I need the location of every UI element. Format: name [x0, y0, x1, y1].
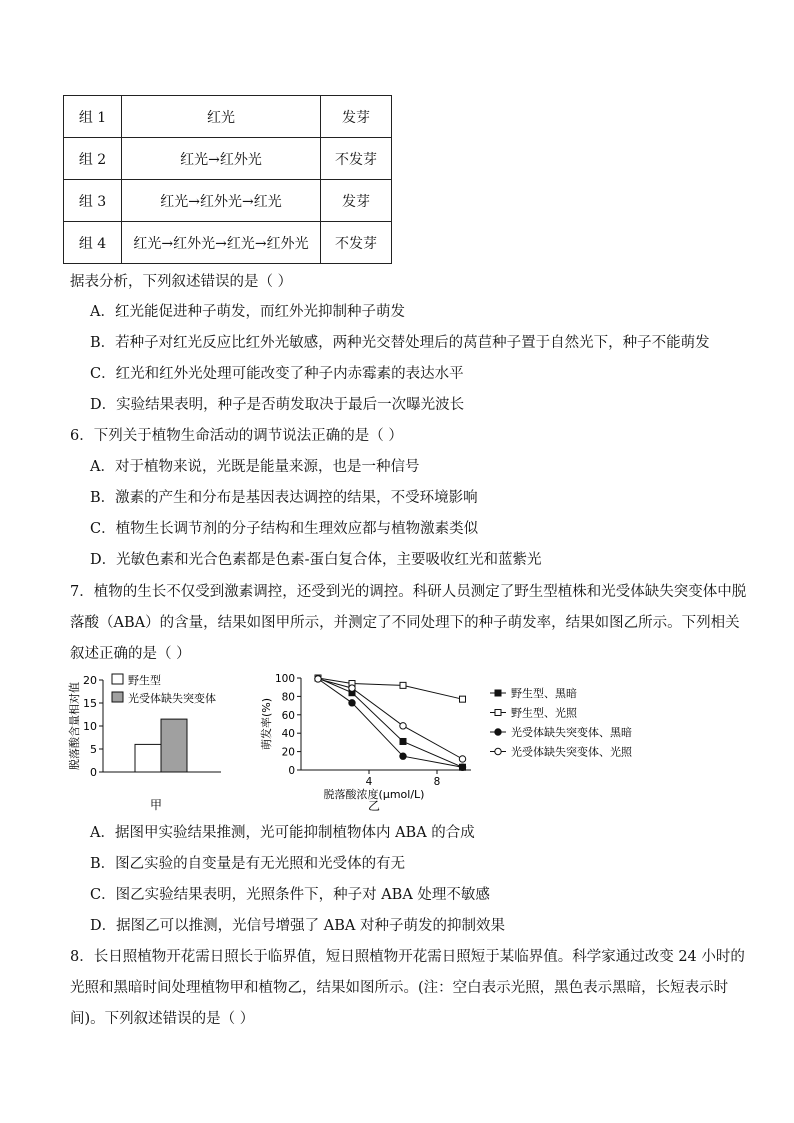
x-axis-label: 脱落酸浓度(μmol/L) — [323, 788, 425, 801]
table-cell-result: 不发芽 — [321, 222, 392, 264]
figure-caption: 甲 — [149, 798, 163, 812]
figure-caption: 乙 — [367, 799, 381, 813]
q6-option-a: A．对于植物来说，光既是能量来源，也是一种信号 — [90, 459, 420, 475]
y-tick-label: 5 — [90, 743, 97, 756]
table-cell-treatment: 红光→红外光→红光→红外光 — [122, 222, 321, 264]
table-cell-treatment: 红光→红外光→红光 — [122, 180, 321, 222]
y-tick-label: 80 — [281, 691, 295, 704]
y-tick-label: 20 — [281, 746, 295, 759]
data-point — [315, 676, 321, 682]
q7-option-c: C．图乙实验结果表明，光照条件下，种子对 ABA 处理不敏感 — [90, 887, 490, 903]
legend-marker — [495, 690, 501, 696]
q6-stem: 6．下列关于植物生命活动的调节说法正确的是（ ） — [70, 428, 403, 444]
legend-label: 光受体缺失突变体 — [128, 692, 216, 705]
data-point — [459, 764, 465, 770]
data-point — [400, 682, 406, 688]
q6-option-c: C．植物生长调节剂的分子结构和生理效应都与植物激素类似 — [90, 521, 479, 537]
x-tick-label: 8 — [433, 776, 441, 788]
data-point — [460, 696, 466, 702]
table-cell-group: 组 1 — [64, 96, 122, 138]
light-treatment-table — [63, 95, 392, 264]
q5-stem: 据表分析，下列叙述错误的是（ ） — [70, 274, 293, 290]
table-cell-result: 不发芽 — [321, 138, 392, 180]
table-cell-treatment: 红光 — [122, 96, 321, 138]
figure-jia-bar-chart — [66, 668, 266, 814]
q7-option-d: D．据图乙可以推测，光信号增强了 ABA 对种子萌发的抑制效果 — [90, 918, 505, 934]
q7-stem-line-3: 叙述正确的是（ ） — [70, 646, 191, 662]
q8-stem-line-2: 光照和黑暗时间处理植物甲和植物乙，结果如图所示。(注：空白表示光照，黑色表示黑暗，长短表示时 — [70, 980, 729, 996]
table-row — [64, 138, 392, 180]
table-cell-group: 组 4 — [64, 222, 122, 264]
figure-yi-line-chart — [258, 668, 638, 814]
q7-option-b: B．图乙实验的自变量是有无光照和光受体的有无 — [90, 856, 406, 872]
y-tick-label: 100 — [274, 673, 295, 685]
table-row — [64, 96, 392, 138]
x-tick-label: 4 — [365, 776, 373, 788]
y-tick-label: 20 — [83, 674, 97, 687]
legend-label: 野生型 — [128, 674, 161, 687]
table-cell-result: 发芽 — [321, 180, 392, 222]
data-point — [459, 756, 465, 762]
legend-label: 光受体缺失突变体、黑暗 — [511, 726, 632, 739]
legend-label: 光受体缺失突变体、光照 — [511, 745, 632, 759]
legend-swatch — [112, 692, 123, 702]
q8-stem-line-1: 8．长日照植物开花需日照长于临界值，短日照植物开花需日照短于某临界值。科学家通过改变 24 小时的 — [70, 949, 745, 965]
q8-stem-line-3: 间)。下列叙述错误的是（ ） — [70, 1011, 255, 1027]
q7-stem-line-1: 7．植物的生长不仅受到激素调控，还受到光的调控。科研人员测定了野生型植株和光受体缺失突变体中脱 — [70, 584, 747, 600]
q5-option-d: D．实验结果表明，种子是否萌发取决于最后一次曝光波长 — [90, 397, 465, 413]
legend-label: 野生型、黑暗 — [511, 687, 577, 700]
data-point — [349, 685, 355, 691]
table-cell-group: 组 2 — [64, 138, 122, 180]
legend-swatch — [112, 674, 123, 684]
y-tick-label: 10 — [83, 720, 97, 733]
q6-option-b: B．激素的产生和分布是基因表达调控的结果，不受环境影响 — [90, 490, 478, 506]
series-line-3 — [318, 679, 463, 767]
y-axis-label: 脱落酸含量相对值 — [68, 682, 81, 770]
q5-option-b: B．若种子对红光反应比红外光敏感，两种光交替处理后的莴苣种子置于自然光下，种子不能萌发 — [90, 335, 710, 351]
legend-label: 野生型、光照 — [511, 706, 577, 720]
q7-stem-line-2: 落酸（ABA）的含量，结果如图甲所示，并测定了不同处理下的种子萌发率，结果如图乙所示。下列相关 — [70, 615, 740, 631]
y-axis-label: 萌发率(%) — [260, 697, 273, 751]
legend-marker — [495, 729, 501, 735]
data-point — [400, 738, 406, 744]
legend-marker — [495, 748, 501, 754]
series-line-1 — [318, 678, 463, 767]
y-tick-label: 15 — [83, 697, 97, 710]
q5-option-a: A．红光能促进种子萌发，而红外光抑制种子萌发 — [90, 304, 405, 320]
data-point — [349, 700, 355, 706]
table-cell-result: 发芽 — [321, 96, 392, 138]
y-tick-label: 0 — [90, 766, 97, 779]
table-cell-group: 组 3 — [64, 180, 122, 222]
q7-option-a: A．据图甲实验结果推测，光可能抑制植物体内 ABA 的合成 — [90, 825, 475, 841]
legend-marker — [495, 710, 501, 716]
series-line-4 — [318, 679, 463, 759]
bar-wild-type — [135, 744, 161, 772]
y-tick-label: 60 — [281, 709, 295, 722]
series-line-2 — [318, 678, 463, 699]
bar-mutant — [161, 719, 187, 772]
data-point — [400, 753, 406, 759]
q5-option-c: C．红光和红外光处理可能改变了种子内赤霉素的表达水平 — [90, 366, 464, 382]
table-row — [64, 222, 392, 264]
table-cell-treatment: 红光→红外光 — [122, 138, 321, 180]
y-tick-label: 40 — [281, 728, 295, 741]
q6-option-d: D．光敏色素和光合色素都是色素-蛋白复合体，主要吸收红光和蓝紫光 — [90, 552, 542, 568]
table-row — [64, 180, 392, 222]
y-tick-label: 0 — [288, 765, 295, 777]
data-point — [400, 723, 406, 729]
